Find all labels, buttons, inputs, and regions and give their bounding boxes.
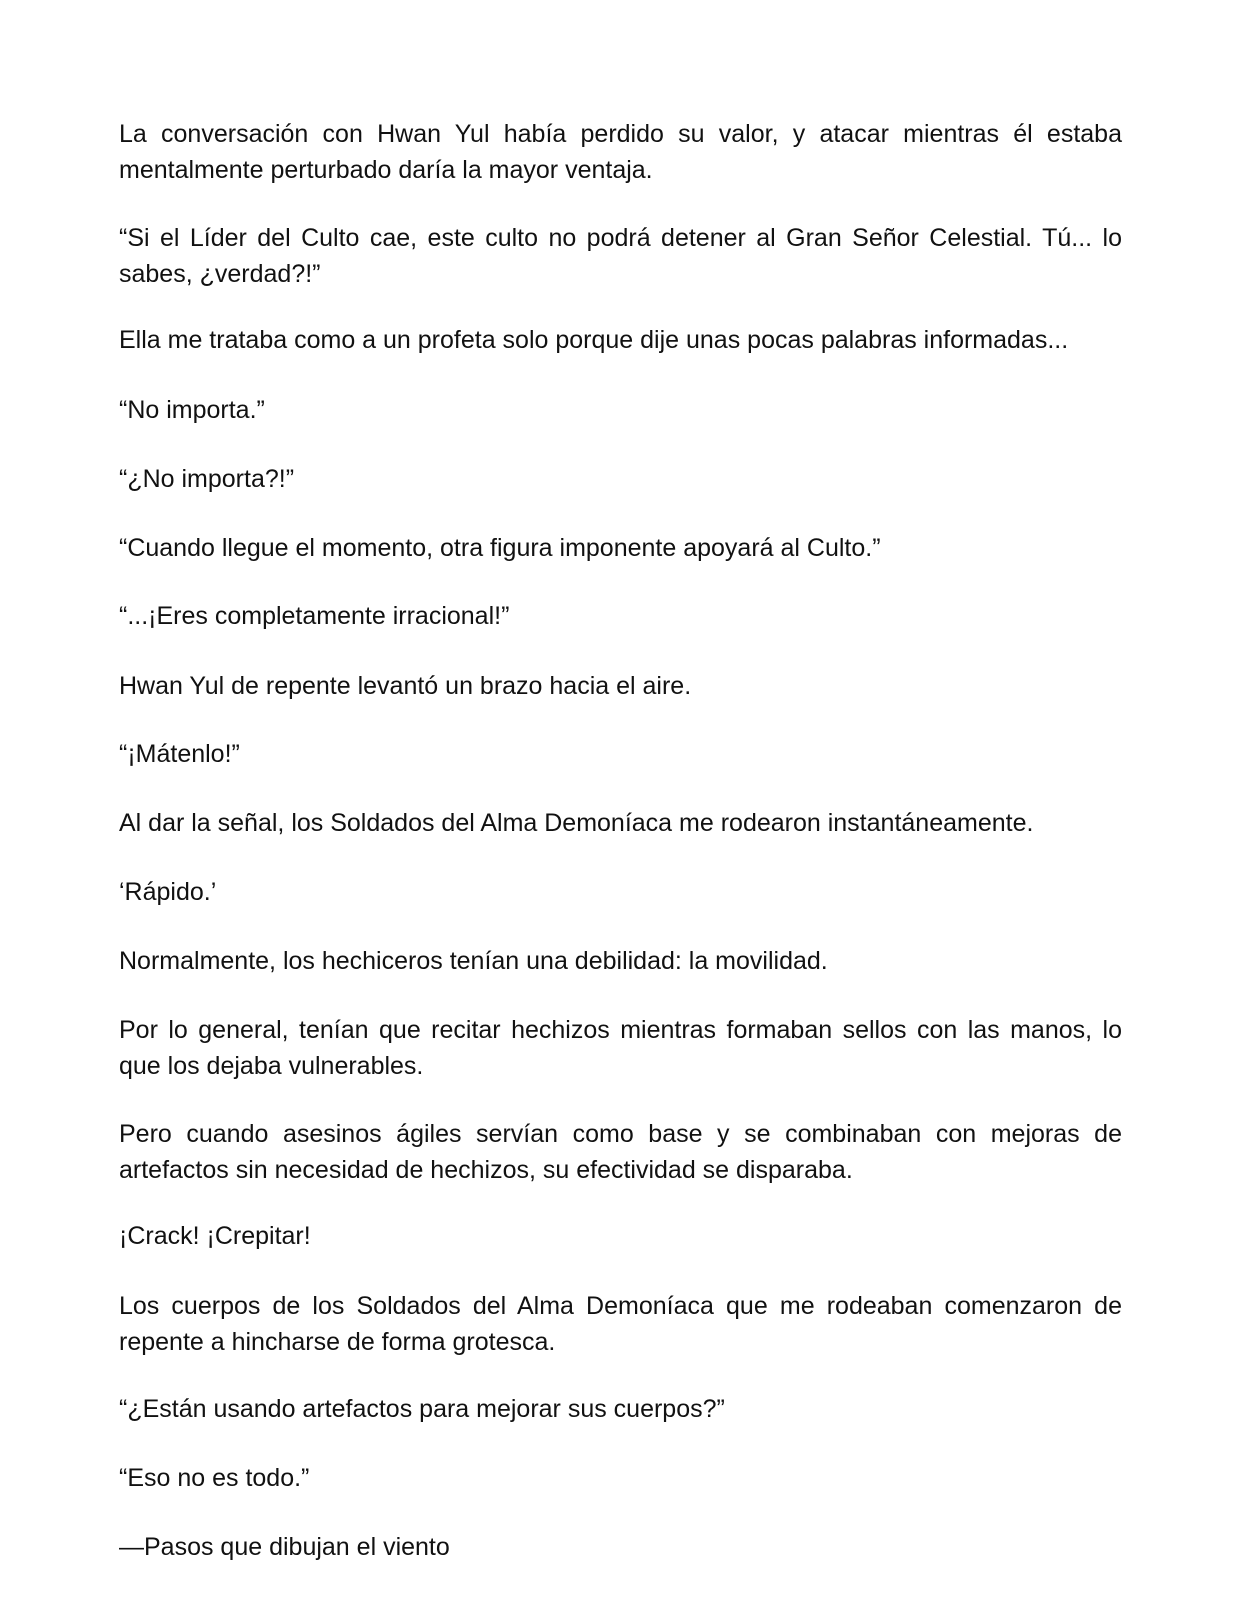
- paragraph-14: Pero cuando asesinos ágiles servían como base y se combinaban con mejoras de artefactos sin necesidad de hechizos, su efectividad se disparaba.: [119, 1120, 1122, 1184]
- paragraph-4: “No importa.”: [119, 396, 265, 424]
- paragraph-9: “¡Mátenlo!”: [119, 740, 240, 768]
- paragraph-11: ‘Rápido.’: [119, 878, 217, 906]
- paragraph-12: Normalmente, los hechiceros tenían una debilidad: la movilidad.: [119, 947, 828, 975]
- paragraph-8: Hwan Yul de repente levantó un brazo hacia el aire.: [119, 672, 692, 700]
- paragraph-7: “...¡Eres completamente irracional!”: [119, 602, 510, 630]
- paragraph-10: Al dar la señal, los Soldados del Alma Demoníaca me rodearon instantáneamente.: [119, 809, 1034, 837]
- paragraph-13: Por lo general, tenían que recitar hechizos mientras formaban sellos con las manos, lo que los dejaba vulnerables.: [119, 1016, 1122, 1080]
- paragraph-18: “Eso no es todo.”: [119, 1464, 310, 1492]
- paragraph-15: ¡Crack! ¡Crepitar!: [119, 1222, 311, 1250]
- paragraph-3: Ella me trataba como a un profeta solo porque dije unas pocas palabras informadas...: [119, 326, 1069, 354]
- paragraph-2: “Si el Líder del Culto cae, este culto no podrá detener al Gran Señor Celestial. Tú... lo sabes, ¿verdad?!”: [119, 224, 1122, 288]
- paragraph-6: “Cuando llegue el momento, otra figura imponente apoyará al Culto.”: [119, 534, 881, 562]
- paragraph-17: “¿Están usando artefactos para mejorar sus cuerpos?”: [119, 1395, 725, 1423]
- paragraph-16: Los cuerpos de los Soldados del Alma Demoníaca que me rodeaban comenzaron de repente a hincharse de forma grotesca.: [119, 1292, 1122, 1356]
- paragraph-5: “¿No importa?!”: [119, 465, 295, 493]
- paragraph-19: —Pasos que dibujan el viento: [119, 1533, 450, 1561]
- paragraph-1: La conversación con Hwan Yul había perdido su valor, y atacar mientras él estaba mentalmente perturbado daría la mayor ventaja.: [119, 120, 1122, 184]
